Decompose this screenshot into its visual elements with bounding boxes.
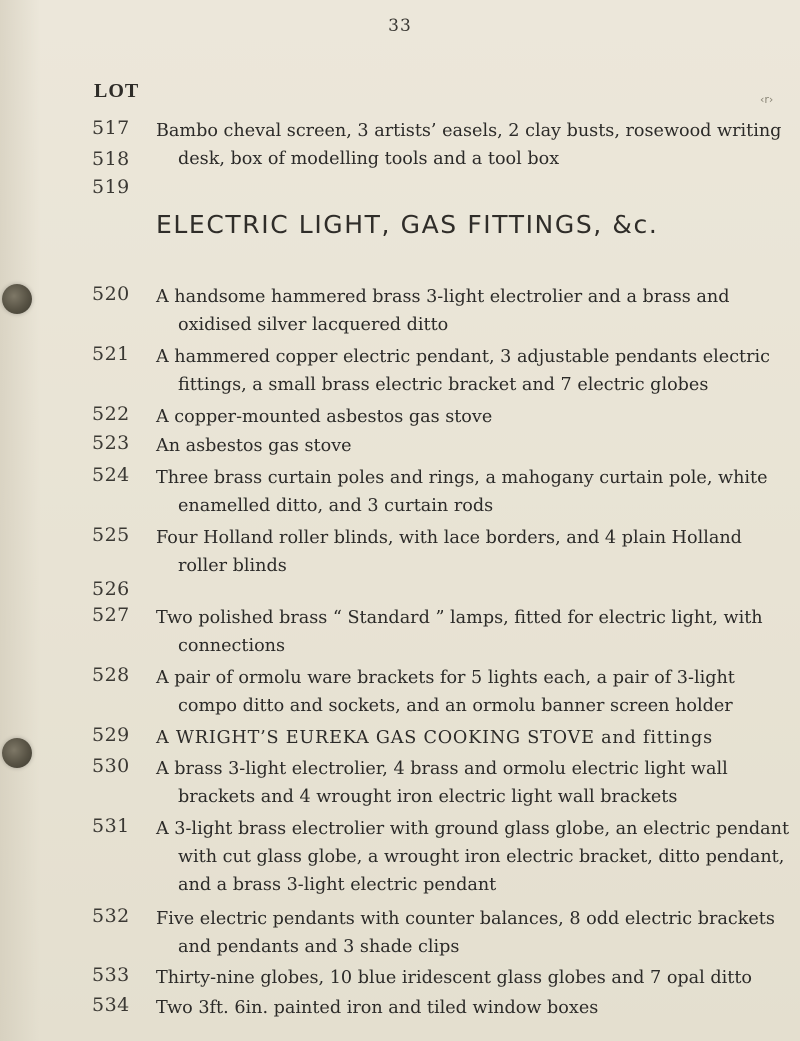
lot-number: 527	[92, 604, 130, 626]
lot-number: 531	[92, 815, 130, 837]
lot-description: Four Holland roller blinds, with lace borders, and 4 plain Holland roller blinds	[156, 528, 742, 576]
page-number: 33	[388, 16, 412, 36]
lot-number: 522	[92, 403, 130, 425]
lot-description: A pair of ormolu ware brackets for 5 lights each, a pair of 3-light compo ditto and sockets, and an ormolu banner screen holder	[156, 668, 735, 716]
lot-number: 525	[92, 524, 130, 546]
lot-number: 533	[92, 964, 130, 986]
lot-number: 532	[92, 905, 130, 927]
lot-number: 526	[92, 578, 130, 600]
lot-number: 521	[92, 343, 130, 365]
lot-number: 517	[92, 117, 130, 139]
lot-description: A 3-light brass electrolier with ground glass globe, an electric pendant with cut glass globe, a wrought iron electric bracket, ditto pendant, and a brass 3-light electric pendant	[156, 819, 790, 895]
lot-description: A hammered copper electric pendant, 3 adjustable pendants electric fittings, a small brass electric bracket and 7 electric globes	[156, 347, 771, 395]
lot-description: A brass 3-light electrolier, 4 brass and ormolu electric light wall brackets and 4 wrought iron electric light wall brackets	[156, 759, 728, 807]
lot-description: Bambo cheval screen, 3 artists’ easels, 2 clay busts, rosewood writing desk, box of modelling tools and a tool box	[156, 121, 782, 169]
lot-number: 518	[92, 148, 130, 170]
lot-description: Three brass curtain poles and rings, a mahogany curtain pole, white enamelled ditto, and 3 curtain rods	[156, 468, 768, 516]
lot-description: Thirty-nine globes, 10 blue iridescent glass globes and 7 opal ditto	[156, 968, 753, 988]
lot-number: 529	[92, 724, 130, 746]
punch-hole-bottom	[2, 738, 32, 768]
lot-number: 534	[92, 994, 130, 1016]
lot-number: 523	[92, 432, 130, 454]
lot-description: A handsome hammered brass 3-light electrolier and a brass and oxidised silver lacquered ditto	[156, 287, 730, 335]
lot-description: Two polished brass “ Standard ” lamps, fitted for electric light, with connections	[156, 608, 763, 656]
lot-number: 528	[92, 664, 130, 686]
lot-description: A copper-mounted asbestos gas stove	[156, 407, 493, 427]
lot-description: A WRIGHT’S EUREKA GAS COOKING STOVE and fittings	[156, 728, 713, 748]
lot-number: 519	[92, 176, 130, 198]
lot-number: 524	[92, 464, 130, 486]
section-heading: ELECTRIC LIGHT, GAS FITTINGS, &c.	[156, 210, 659, 239]
lot-description: Two 3ft. 6in. painted iron and tiled window boxes	[156, 998, 599, 1018]
lot-column-header: LOT	[94, 80, 140, 102]
lot-description: Five electric pendants with counter balances, 8 odd electric brackets and pendants and 3 shade clips	[156, 909, 775, 957]
lot-description: An asbestos gas stove	[156, 436, 352, 456]
lot-number: 520	[92, 283, 130, 305]
lot-number: 530	[92, 755, 130, 777]
stamp-mark: ‹r›	[760, 93, 774, 106]
punch-hole-top	[2, 284, 32, 314]
